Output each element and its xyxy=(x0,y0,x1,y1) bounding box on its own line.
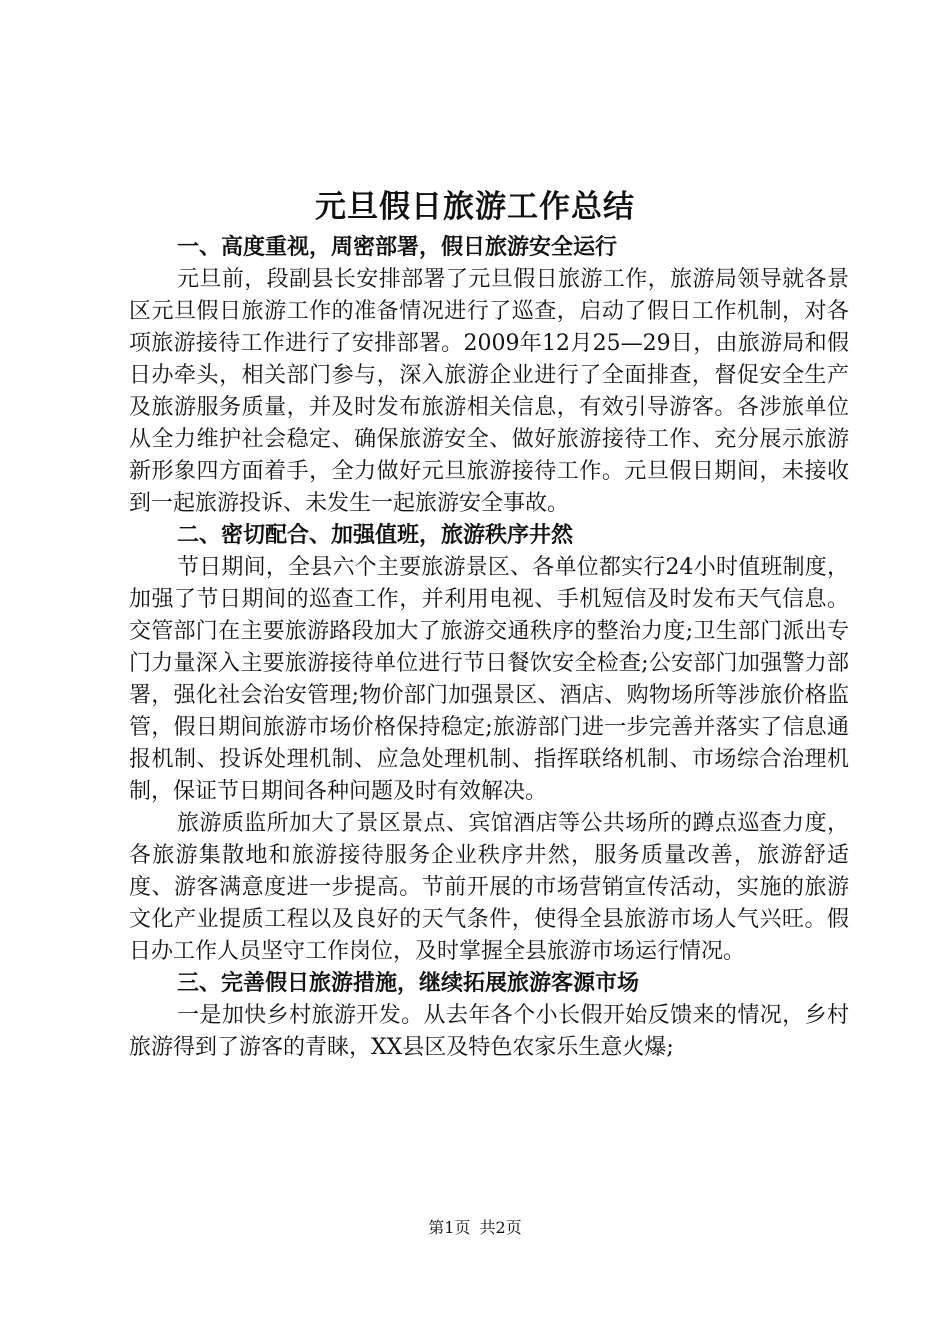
document-body xyxy=(129,232,849,1064)
paragraph: 节日期间，全县六个主要旅游景区、各单位都实行24小时值班制度，加强了节日期间的巡查工作，并利用电视、手机短信及时发布天气信息。交管部门在主要旅游路段加大了旅游交通秩序的整治力度;卫生部门派出专门力量深入主要旅游接待单位进行节日餐饮安全检查;公安部门加强警力部署，强化社会治安管理;物价部门加强景区、酒店、购物场所等涉旅价格监管，假日期间旅游市场价格保持稳定;旅游部门进一步完善并落实了信息通报机制、投诉处理机制、应急处理机制、指挥联络机制、市场综合治理机制，保证节日期间各种问题及时有效解决。 xyxy=(129,555,849,804)
section-3 xyxy=(129,968,849,1064)
section-2 xyxy=(129,520,849,968)
section-heading: 一、高度重视，周密部署，假日旅游安全运行 xyxy=(177,235,618,260)
paragraph: 元旦前，段副县长安排部署了元旦假日旅游工作，旅游局领导就各景区元旦假日旅游工作的准备情况进行了巡查，启动了假日工作机制，对各项旅游接待工作进行了安排部署。2009年12月25—29日，由旅游局和假日办牵头，相关部门参与，深入旅游企业进行了全面排查，督促安全生产及旅游服务质量，并及时发布旅游相关信息，有效引导游客。各涉旅单位从全力维护社会稳定、确保旅游安全、做好旅游接待工作、充分展示旅游新形象四方面着手，全力做好元旦旅游接待工作。元旦假日期间，未接收到一起旅游投诉、未发生一起旅游安全事故。 xyxy=(129,267,849,516)
paragraph: 一是加快乡村旅游开发。从去年各个小长假开始反馈来的情况，乡村旅游得到了游客的青睐，XX县区及特色农家乐生意火爆; xyxy=(129,1003,849,1060)
document-title: 元旦假日旅游工作总结 xyxy=(315,189,635,225)
paragraph: 旅游质监所加大了景区景点、宾馆酒店等公共场所的蹲点巡查力度，各旅游集散地和旅游接待服务企业秩序井然，服务质量改善，旅游舒适度、游客满意度进一步提高。节前开展的市场营销宣传活动，实施的旅游文化产业提质工程以及良好的天气条件，使得全县旅游市场人气兴旺。假日办工作人员坚守工作岗位，及时掌握全县旅游市场运行情况。 xyxy=(129,811,849,964)
section-heading: 三、完善假日旅游措施，继续拓展旅游客源市场 xyxy=(177,971,640,996)
page-total: 共2页 xyxy=(479,1218,522,1237)
section-1 xyxy=(129,232,849,520)
section-heading: 二、密切配合、加强值班，旅游秩序井然 xyxy=(177,523,574,548)
page-number: 第1页 xyxy=(428,1218,471,1237)
page-footer xyxy=(0,1218,950,1238)
